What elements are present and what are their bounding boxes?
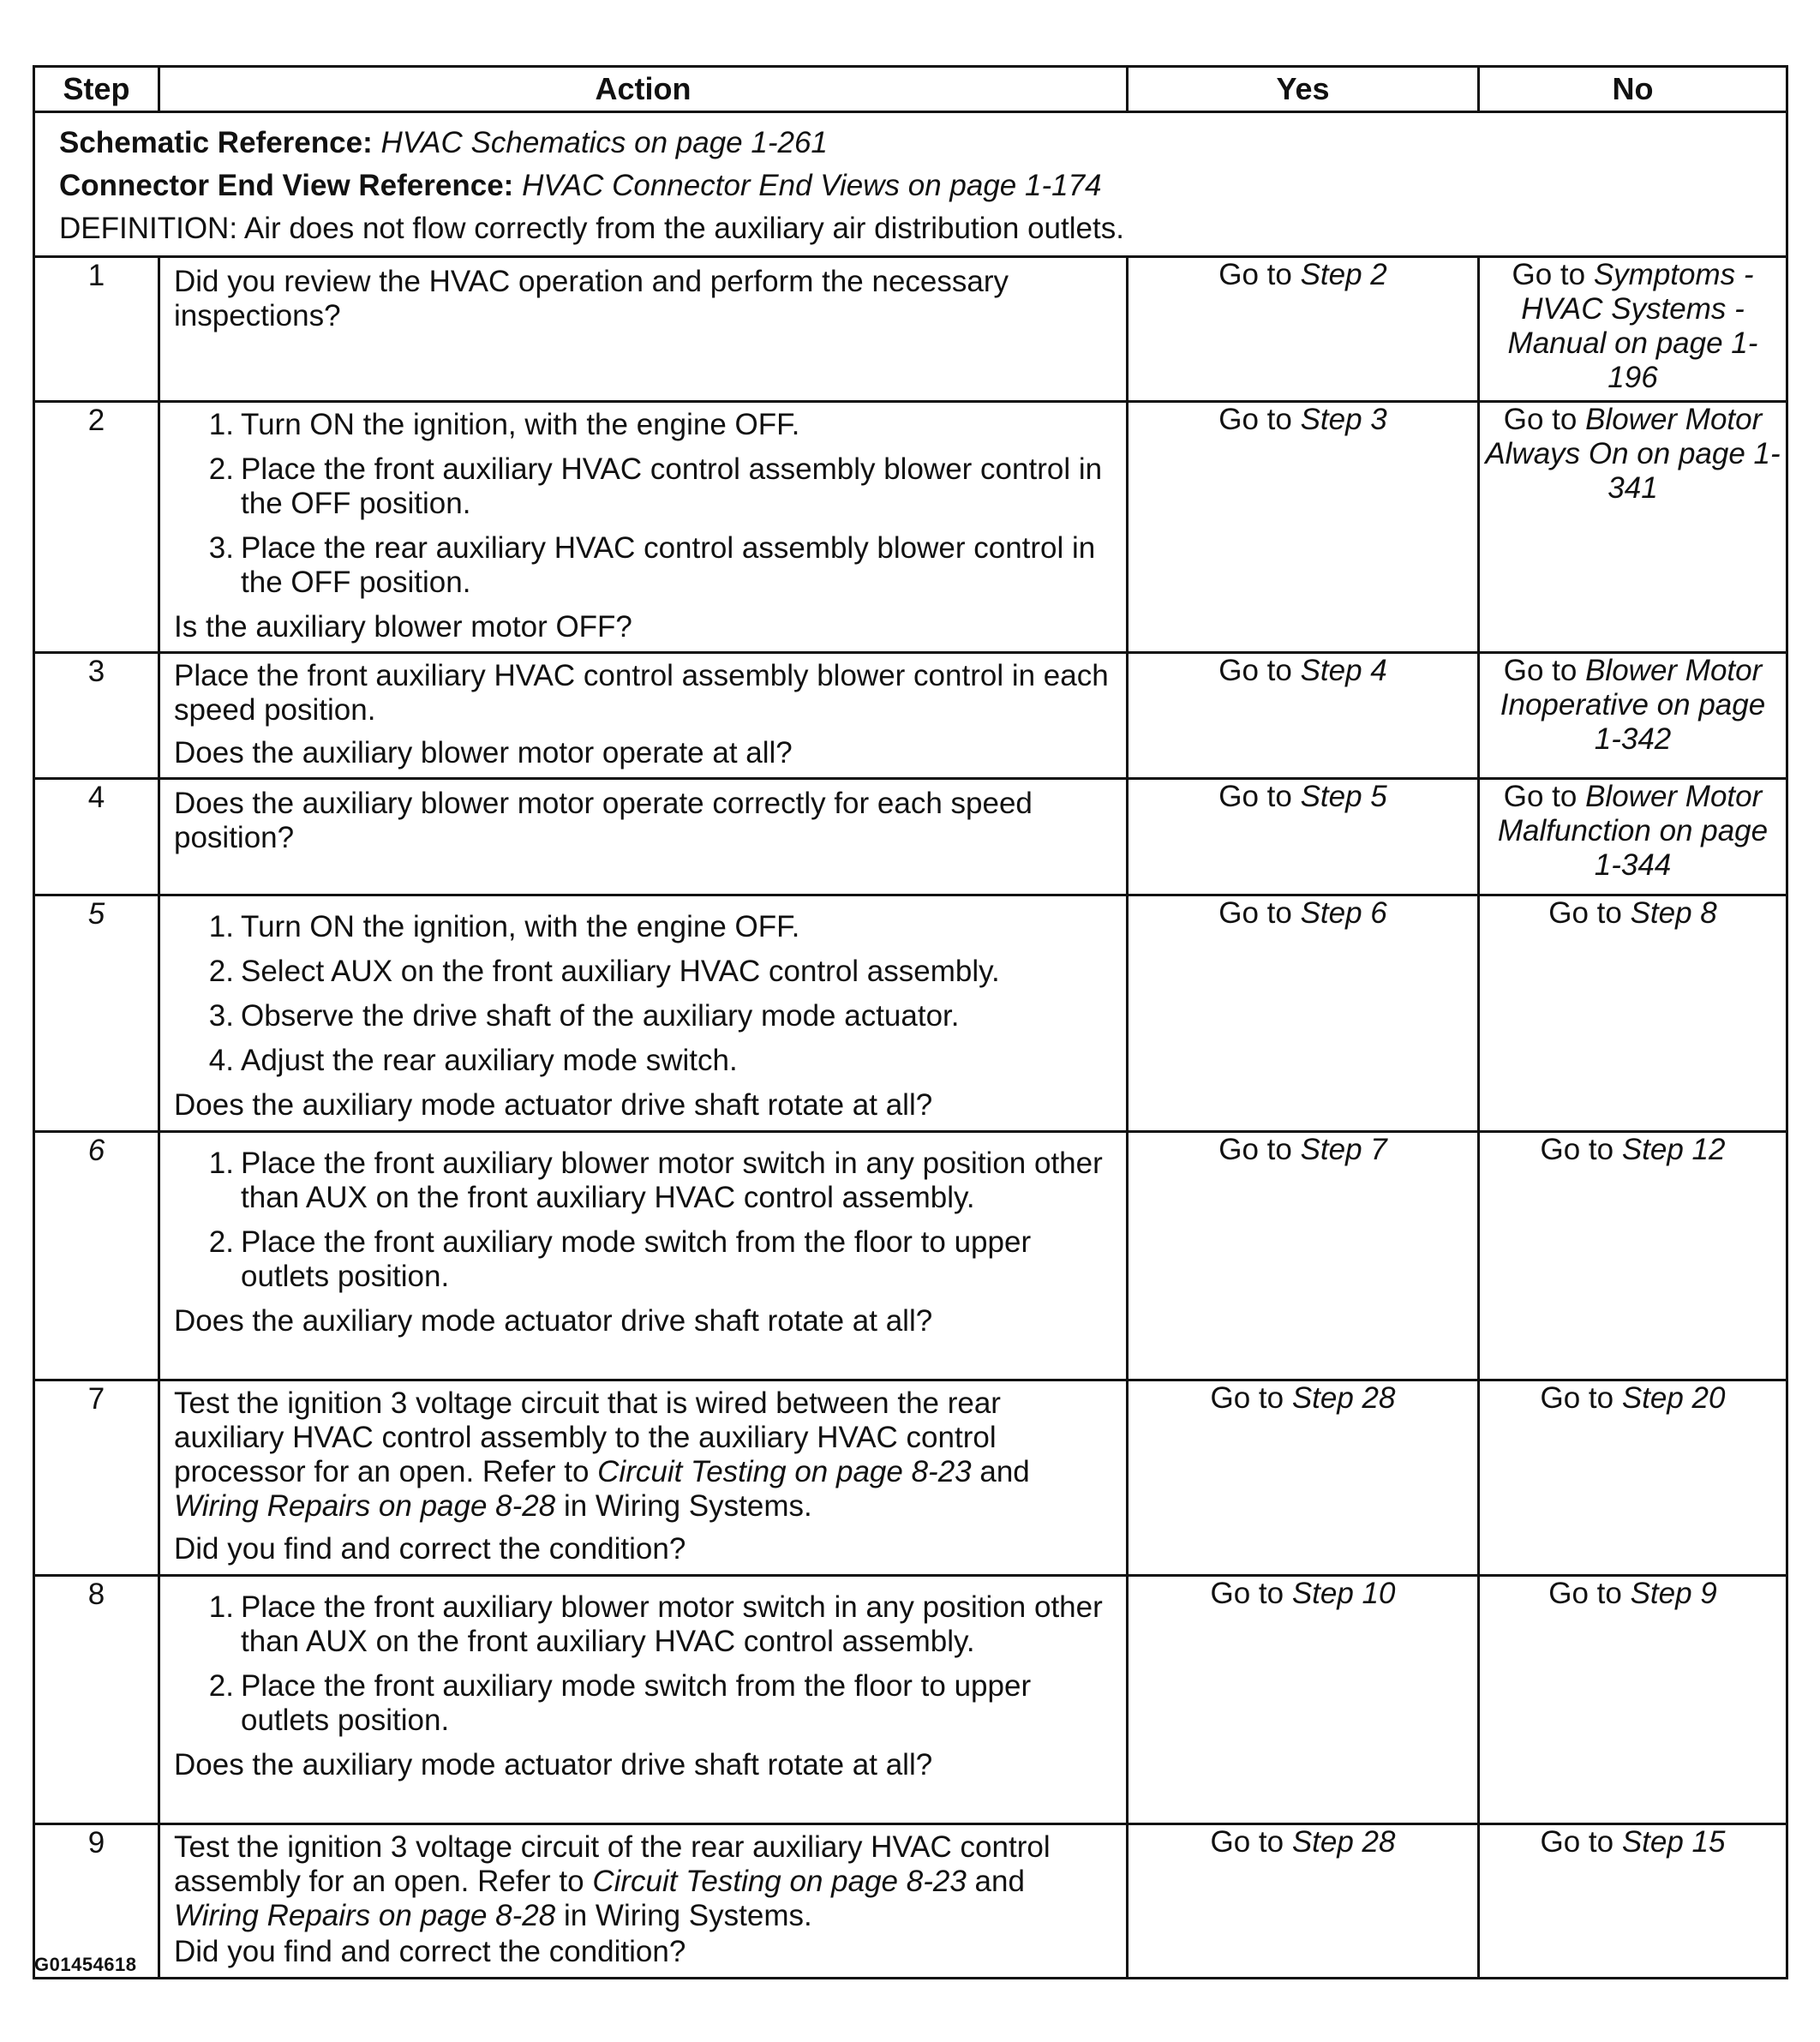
- yes-link[interactable]: Step 5: [1300, 780, 1387, 813]
- yes-link[interactable]: Step 6: [1300, 896, 1387, 930]
- no-link[interactable]: Blower Motor Inoperative on page 1-342: [1500, 654, 1766, 756]
- header-no: No: [1479, 67, 1787, 112]
- step-number: 1: [34, 257, 159, 402]
- no-prefix: Go to: [1548, 1577, 1631, 1610]
- no-prefix: Go to: [1540, 1825, 1622, 1859]
- action-question: Did you find and correct the condition?: [174, 1532, 686, 1566]
- no-cell: [1479, 1380, 1787, 1576]
- diagnostic-table: [33, 65, 1788, 1979]
- table-row: [34, 257, 1787, 402]
- yes-prefix: Go to: [1218, 780, 1301, 813]
- no-link[interactable]: Symptoms - HVAC Systems - Manual on page 1-196: [1507, 258, 1758, 394]
- step-number: 4: [34, 779, 159, 895]
- no-prefix: Go to: [1503, 654, 1586, 687]
- action-list: [174, 910, 1117, 1078]
- no-cell: [1479, 1132, 1787, 1380]
- yes-prefix: Go to: [1210, 1825, 1292, 1859]
- action-cell: [159, 402, 1128, 653]
- list-item: 4. Adjust the rear auxiliary mode switch.: [208, 1044, 738, 1077]
- table-row: [34, 779, 1787, 895]
- schematic-reference-label: Schematic Reference:: [59, 126, 373, 159]
- yes-prefix: Go to: [1218, 258, 1301, 291]
- action-list: [174, 1590, 1117, 1738]
- table-row: [34, 402, 1787, 653]
- list-item: 3. Observe the drive shaft of the auxiliary mode actuator.: [208, 999, 960, 1033]
- step-number: 8: [34, 1576, 159, 1824]
- no-cell: [1479, 653, 1787, 779]
- no-cell: [1479, 895, 1787, 1132]
- no-cell: [1479, 257, 1787, 402]
- step-number: 5: [34, 895, 159, 1132]
- action-cell: [159, 895, 1128, 1132]
- action-question: Did you find and correct the condition?: [174, 1935, 686, 1968]
- schematic-reference-link[interactable]: HVAC Schematics on page 1-261: [380, 126, 828, 159]
- yes-cell: [1128, 1576, 1479, 1824]
- yes-cell: [1128, 257, 1479, 402]
- action-cell: [159, 653, 1128, 779]
- list-item: 2. Select AUX on the front auxiliary HVAC control assembly.: [208, 955, 1000, 988]
- yes-prefix: Go to: [1210, 1577, 1292, 1610]
- action-question: Does the auxiliary blower motor operate at all?: [174, 736, 793, 769]
- table-row: [34, 1576, 1787, 1824]
- reference-cell: [34, 112, 1787, 257]
- no-prefix: Go to: [1503, 780, 1586, 813]
- no-prefix: Go to: [1540, 1133, 1622, 1166]
- yes-cell: [1128, 402, 1479, 653]
- yes-cell: [1128, 895, 1479, 1132]
- list-item: 2. Place the front auxiliary mode switch from the floor to upper outlets position.: [208, 1669, 1032, 1737]
- action-question: Does the auxiliary blower motor operate correctly for each speed position?: [174, 787, 1033, 854]
- list-item: 2. Place the front auxiliary HVAC control assembly blower control in the OFF position.: [208, 452, 1103, 520]
- circuit-testing-link[interactable]: Circuit Testing on page 8-23: [592, 1865, 967, 1898]
- yes-link[interactable]: Step 3: [1300, 403, 1387, 436]
- no-prefix: Go to: [1548, 896, 1631, 930]
- step-number: 9: [34, 1824, 159, 1979]
- action-question: Does the auxiliary mode actuator drive shaft rotate at all?: [174, 1088, 933, 1122]
- no-link[interactable]: Step 15: [1621, 1825, 1726, 1859]
- no-prefix: Go to: [1540, 1381, 1622, 1415]
- connector-reference-label: Connector End View Reference:: [59, 169, 514, 202]
- no-link[interactable]: Blower Motor Malfunction on page 1-344: [1497, 780, 1769, 882]
- yes-link[interactable]: Step 28: [1291, 1381, 1396, 1415]
- action-cell: [159, 257, 1128, 402]
- yes-cell: [1128, 1132, 1479, 1380]
- connector-reference-link[interactable]: HVAC Connector End Views on page 1-174: [522, 169, 1102, 202]
- wiring-repairs-link[interactable]: Wiring Repairs on page 8-28: [174, 1489, 556, 1523]
- list-item: 2. Place the front auxiliary mode switch from the floor to upper outlets position.: [208, 1225, 1032, 1293]
- list-item: 1. Turn ON the ignition, with the engine OFF.: [208, 910, 800, 943]
- step-number: 2: [34, 402, 159, 653]
- yes-link[interactable]: Step 2: [1300, 258, 1387, 291]
- list-item: 1. Place the front auxiliary blower motor switch in any position other than AUX on the front auxiliary HVAC control assembly.: [208, 1590, 1103, 1658]
- yes-link[interactable]: Step 28: [1291, 1825, 1396, 1859]
- no-prefix: Go to: [1503, 403, 1586, 436]
- action-text: Test the ignition 3 voltage circuit that is wired between the rear auxiliary HVAC control assembly to the auxiliary HVAC control processor for an open. Refer to Circuit Testing on page 8-23 and Wiring Repairs on page 8-28 in Wiring Systems.: [174, 1386, 1030, 1523]
- no-cell: [1479, 1824, 1787, 1979]
- no-link[interactable]: Blower Motor Always On on page 1-341: [1485, 403, 1781, 505]
- action-question: Does the auxiliary mode actuator drive shaft rotate at all?: [174, 1748, 933, 1782]
- action-cell: [159, 1824, 1128, 1979]
- table-row: [34, 895, 1787, 1132]
- yes-prefix: Go to: [1218, 654, 1301, 687]
- yes-link[interactable]: Step 10: [1291, 1577, 1396, 1610]
- no-cell: [1479, 1576, 1787, 1824]
- action-text: Test the ignition 3 voltage circuit of the rear auxiliary HVAC control assembly for an open. Refer to Circuit Testing on page 8-23 and Wiring Repairs on page 8-28 in Wiring Systems.: [174, 1830, 1051, 1932]
- step-number: 7: [34, 1380, 159, 1576]
- action-cell: [159, 779, 1128, 895]
- table-row: [34, 653, 1787, 779]
- yes-prefix: Go to: [1218, 403, 1301, 436]
- table-row: [34, 1132, 1787, 1380]
- list-item: 1. Turn ON the ignition, with the engine OFF.: [208, 408, 800, 441]
- action-question: Does the auxiliary mode actuator drive shaft rotate at all?: [174, 1304, 933, 1338]
- no-cell: [1479, 779, 1787, 895]
- action-cell: [159, 1576, 1128, 1824]
- definition-text: DEFINITION: Air does not flow correctly from the auxiliary air distribution outlets.: [59, 212, 1124, 245]
- no-link[interactable]: Step 9: [1630, 1577, 1717, 1610]
- yes-prefix: Go to: [1210, 1381, 1292, 1415]
- table-row: [34, 1380, 1787, 1576]
- header-yes: Yes: [1128, 67, 1479, 112]
- wiring-repairs-link[interactable]: Wiring Repairs on page 8-28: [174, 1899, 556, 1932]
- no-cell: [1479, 402, 1787, 653]
- action-question: Is the auxiliary blower motor OFF?: [174, 610, 632, 644]
- reference-row: [34, 112, 1787, 257]
- action-list: [174, 408, 1117, 600]
- action-question: Did you review the HVAC operation and perform the necessary inspections?: [174, 265, 1009, 332]
- action-list: [174, 1147, 1117, 1294]
- table-row: [34, 1824, 1787, 1979]
- action-cell: [159, 1380, 1128, 1576]
- figure-code: G01454618: [34, 1954, 137, 1975]
- yes-cell: [1128, 1824, 1479, 1979]
- circuit-testing-link[interactable]: Circuit Testing on page 8-23: [597, 1455, 972, 1488]
- action-cell: [159, 1132, 1128, 1380]
- no-link[interactable]: Step 8: [1630, 896, 1717, 930]
- yes-cell: [1128, 653, 1479, 779]
- no-link[interactable]: Step 20: [1621, 1381, 1726, 1415]
- yes-prefix: Go to: [1218, 896, 1301, 930]
- step-number: 6: [34, 1132, 159, 1380]
- action-text: Place the front auxiliary HVAC control assembly blower control in each speed position.: [174, 659, 1109, 727]
- yes-cell: [1128, 1380, 1479, 1576]
- yes-link[interactable]: Step 4: [1300, 654, 1387, 687]
- no-prefix: Go to: [1512, 258, 1594, 291]
- list-item: 3. Place the rear auxiliary HVAC control assembly blower control in the OFF position.: [208, 531, 1096, 599]
- yes-link[interactable]: Step 7: [1300, 1133, 1387, 1166]
- header-action: Action: [159, 67, 1128, 112]
- header-step: Step: [34, 67, 159, 112]
- yes-cell: [1128, 779, 1479, 895]
- step-number: 3: [34, 653, 159, 779]
- header-row: [34, 67, 1787, 112]
- schematic-reference: [59, 122, 1786, 165]
- list-item: 1. Place the front auxiliary blower motor switch in any position other than AUX on the front auxiliary HVAC control assembly.: [208, 1147, 1103, 1214]
- connector-reference: [59, 165, 1786, 207]
- no-link[interactable]: Step 12: [1621, 1133, 1726, 1166]
- yes-prefix: Go to: [1218, 1133, 1301, 1166]
